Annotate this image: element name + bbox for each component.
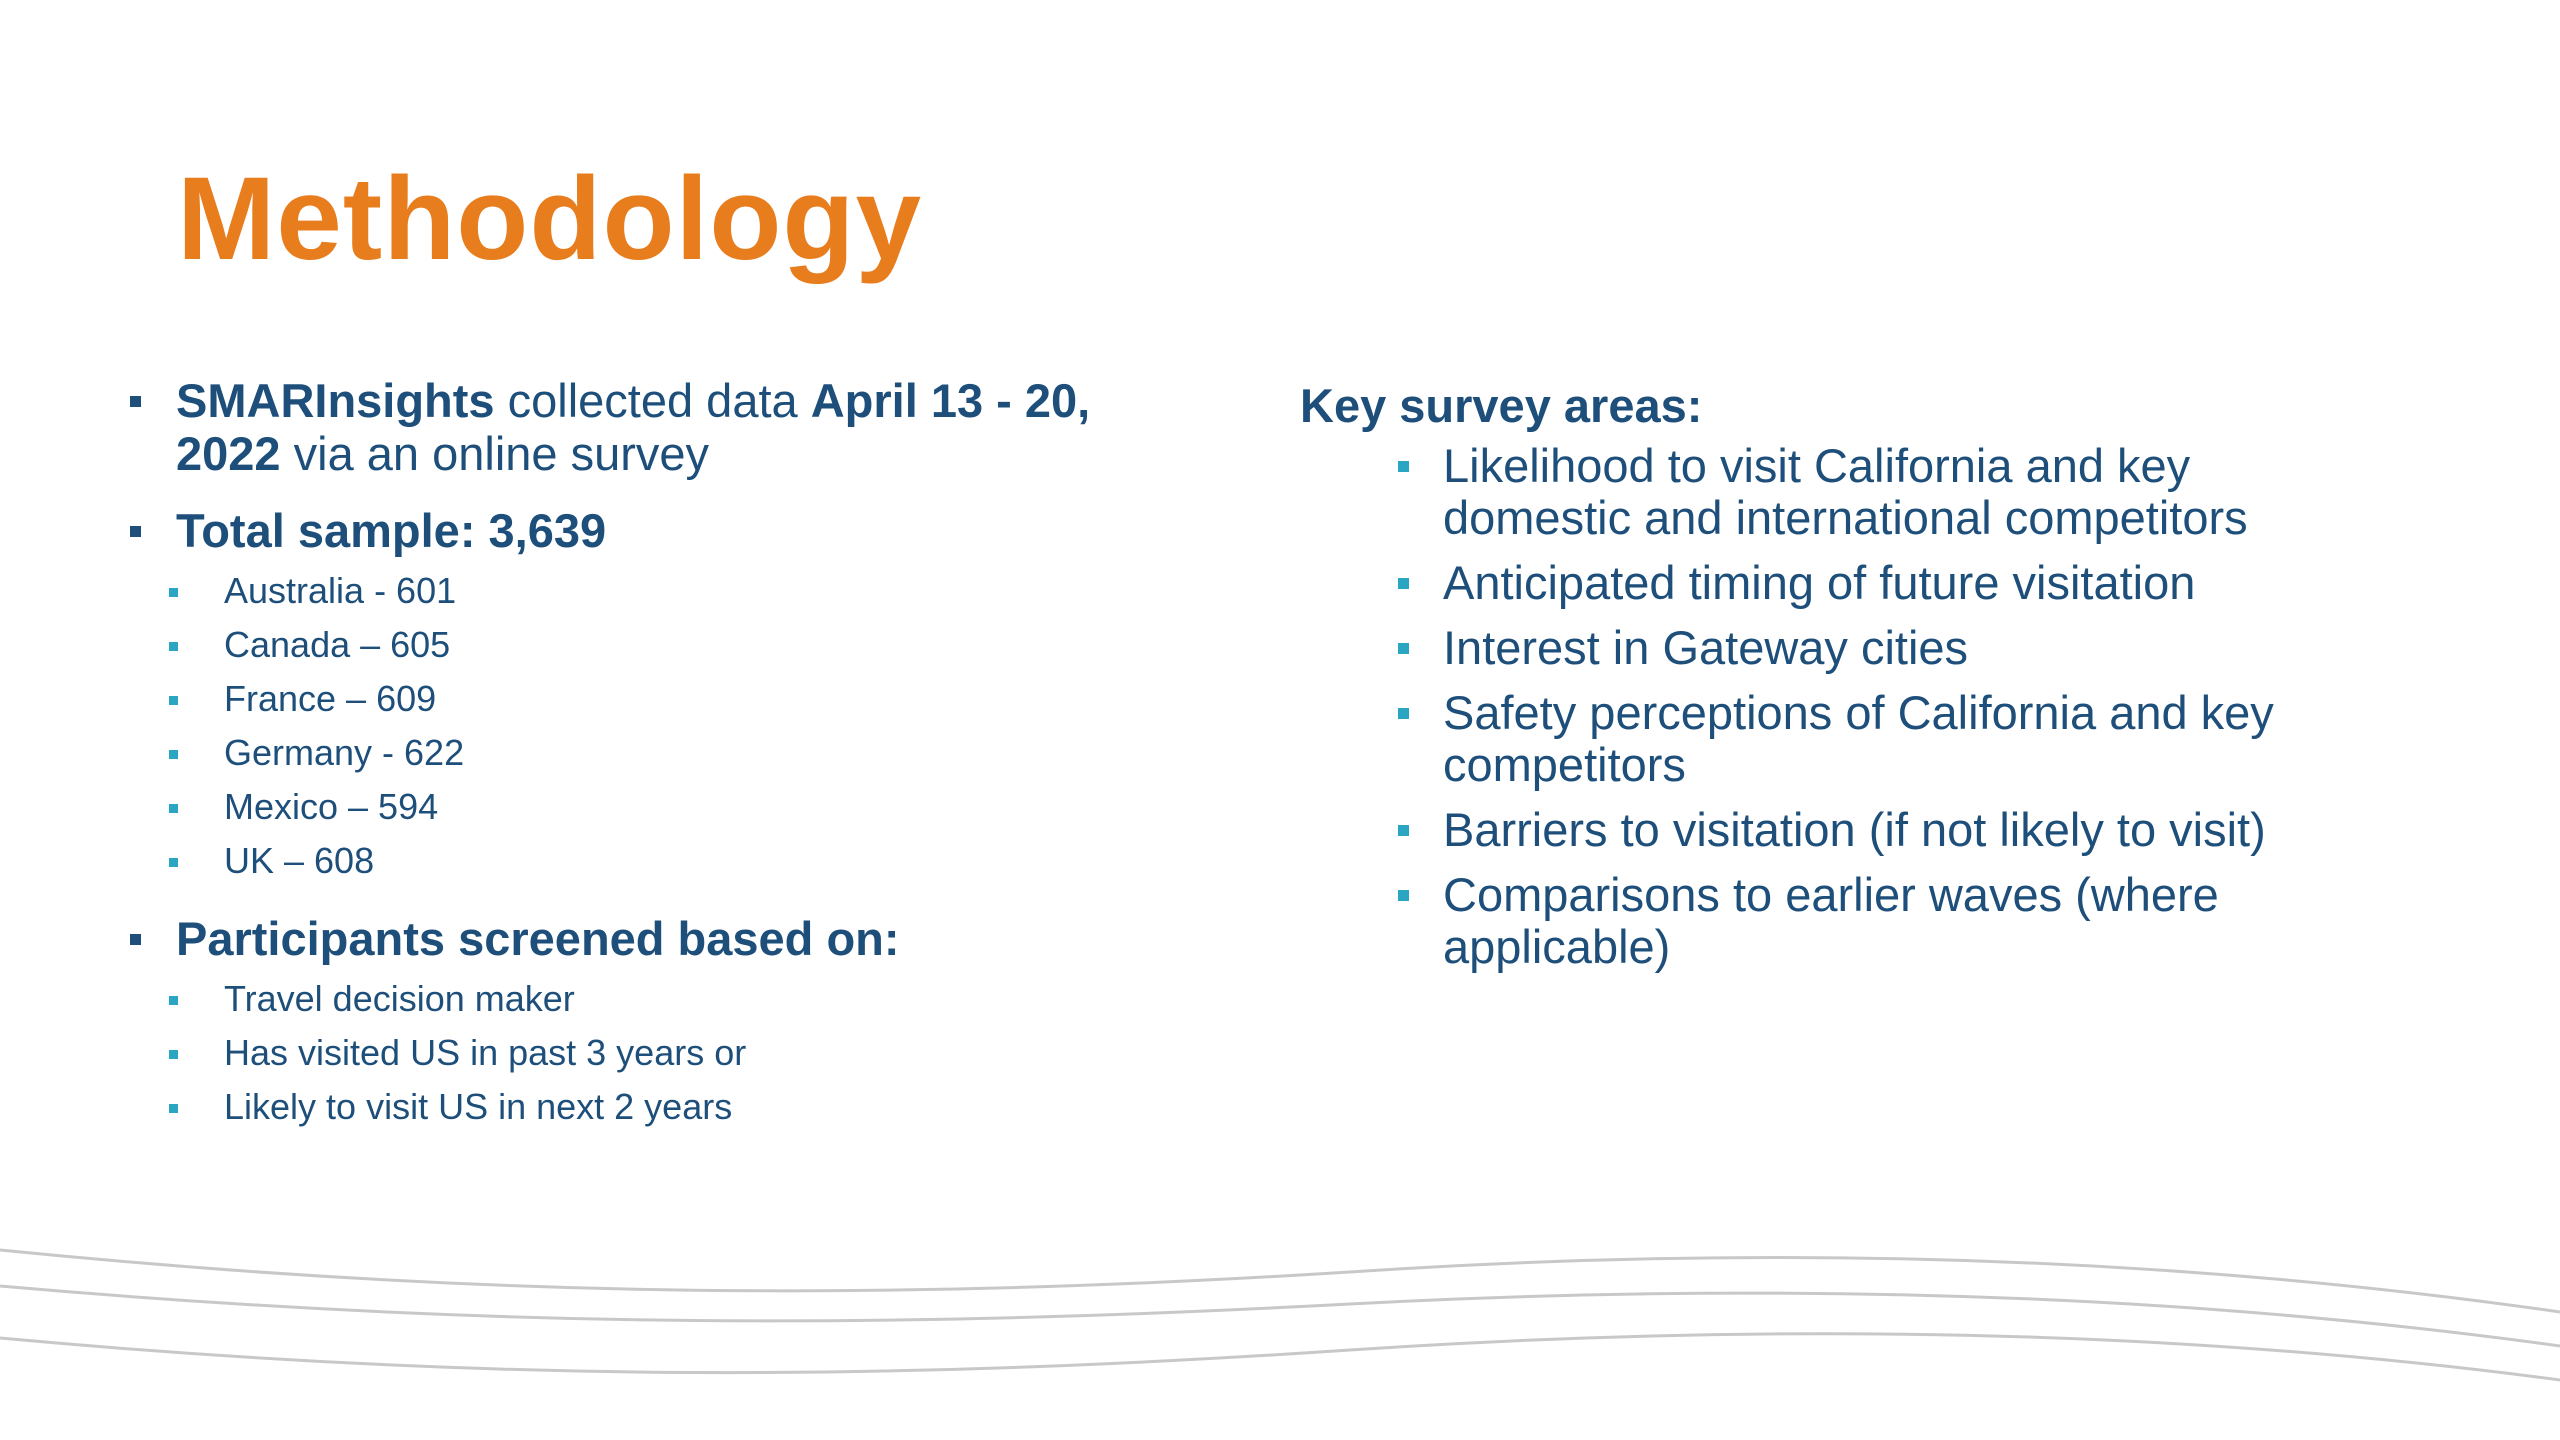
collected-text: collected data bbox=[494, 374, 811, 427]
wave-line bbox=[0, 1334, 2560, 1380]
bullet-square-icon bbox=[169, 804, 178, 813]
wave-line bbox=[0, 1250, 2560, 1312]
bullet-square-icon bbox=[169, 696, 178, 705]
slide-title: Methodology bbox=[177, 153, 923, 285]
key-areas-list bbox=[1300, 440, 2350, 973]
screening-bullet bbox=[128, 912, 1128, 1134]
list-item: Anticipated timing of future visitation bbox=[1300, 557, 2350, 609]
bullet-square-icon bbox=[130, 934, 141, 945]
list-item: Interest in Gateway cities bbox=[1300, 622, 2350, 674]
collection-method: via an online survey bbox=[280, 427, 710, 480]
wave-line bbox=[0, 1286, 2560, 1346]
sample-label: Total sample: 3,639 bbox=[176, 504, 607, 557]
collection-dates: April 13 - 20, 2022 bbox=[176, 374, 1091, 480]
list-item: Barriers to visitation (if not likely to visit) bbox=[1300, 804, 2350, 856]
bullet-square-icon bbox=[130, 396, 141, 407]
bullet-square-icon bbox=[1398, 825, 1409, 836]
right-column bbox=[1300, 376, 2350, 986]
screening-label: Participants screened based on: bbox=[176, 912, 900, 965]
bullet-square-icon bbox=[169, 588, 178, 597]
list-item: France – 609 bbox=[128, 672, 1128, 726]
list-item: Likelihood to visit California and key domestic and international competitors bbox=[1300, 440, 2350, 544]
bullet-square-icon bbox=[1398, 461, 1409, 472]
bullet-square-icon bbox=[1398, 708, 1409, 719]
sample-bullet bbox=[128, 504, 1128, 888]
bullet-square-icon bbox=[169, 996, 178, 1005]
list-item: Mexico – 594 bbox=[128, 780, 1128, 834]
screening-list bbox=[176, 972, 1128, 1134]
list-item: Has visited US in past 3 years or bbox=[128, 1026, 1128, 1080]
sample-list bbox=[176, 564, 1128, 888]
bullet-square-icon bbox=[169, 1050, 178, 1059]
list-item: Safety perceptions of California and key competitors bbox=[1300, 687, 2350, 791]
bullet-square-icon bbox=[130, 526, 141, 537]
org-name: SMARInsights bbox=[176, 374, 495, 427]
list-item: Travel decision maker bbox=[128, 972, 1128, 1026]
key-areas-heading: Key survey areas: bbox=[1300, 379, 1703, 432]
bullet-square-icon bbox=[169, 858, 178, 867]
bullet-square-icon bbox=[1398, 643, 1409, 654]
bullet-square-icon bbox=[1398, 890, 1409, 901]
bullet-square-icon bbox=[169, 750, 178, 759]
list-item: Canada – 605 bbox=[128, 618, 1128, 672]
bullet-square-icon bbox=[1398, 578, 1409, 589]
decorative-waves bbox=[0, 1220, 2560, 1440]
list-item: Comparisons to earlier waves (where applicable) bbox=[1300, 869, 2350, 973]
list-item: Germany - 622 bbox=[128, 726, 1128, 780]
bullet-square-icon bbox=[169, 1104, 178, 1113]
bullet-square-icon bbox=[169, 642, 178, 651]
list-item: UK – 608 bbox=[128, 834, 1128, 888]
list-item: Australia - 601 bbox=[128, 564, 1128, 618]
left-column bbox=[128, 374, 1128, 1134]
list-item: Likely to visit US in next 2 years bbox=[128, 1080, 1128, 1134]
collection-bullet bbox=[128, 374, 1128, 480]
